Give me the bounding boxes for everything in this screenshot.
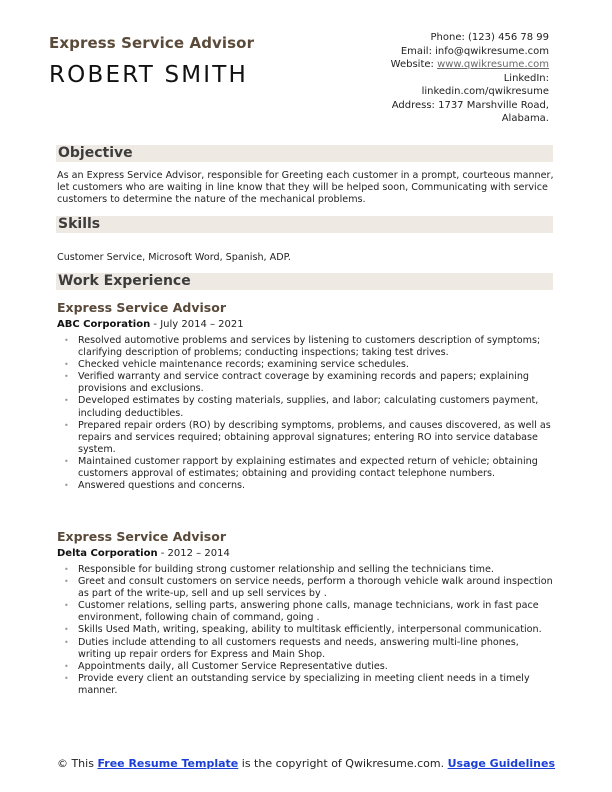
job-1-dates: - July 2014 – 2021 (150, 319, 244, 330)
objective-section-header (56, 145, 553, 162)
contact-phone: Phone: (123) 456 78 99 (430, 32, 549, 43)
list-item: • Developed estimates by costing materials, supplies, and labor; calculating customers payment, including deductibles. (64, 395, 554, 419)
list-item: • Maintained customer rapport by explaining estimates and expected return of vehicle; obtaining customers approval of estimates; obtaining and providing contact telephone numbers. (64, 456, 554, 480)
website-label: Website: (390, 59, 438, 70)
footer-middle: is the copyright of Qwikresume.com. (238, 757, 448, 770)
list-item: • Answered questions and concerns. (64, 480, 554, 492)
list-item: • Verified warranty and service contract coverage by examining records and papers; explaining provisions and exclusions. (64, 371, 554, 395)
website-link[interactable]: www.qwikresume.com (437, 59, 549, 70)
job-1-company-line (57, 319, 244, 330)
list-item: • Skills Used Math, writing, speaking, ability to multitask efficiently, interpersonal communication. (64, 624, 554, 636)
contact-linkedin-label: LinkedIn: (503, 72, 549, 84)
list-item: • Prepared repair orders (RO) by describing symptoms, problems, and causes discovered, as well as repairs and services required; obtaining approval signatures; entering RO into service database system. (64, 420, 554, 456)
list-item: • Responsible for building strong customer relationship and selling the technicians time. (64, 564, 554, 576)
list-item: • Duties include attending to all customers requests and needs, answering multi-line phones, writing up repair orders for Express and Main Shop. (64, 637, 554, 661)
contact-website (329, 58, 549, 72)
skills-text: Customer Service, Microsoft Word, Spanish, ADP. (57, 252, 291, 263)
work-experience-title: Work Experience (58, 273, 191, 289)
objective-text: As an Express Service Advisor, responsible for Greeting each customer in a prompt, courteous manner, let customers who are waiting in line know that they will be helped soon, Communicating with service customers to determine the nature of the mechanical problems. (57, 170, 554, 206)
header-job-title: Express Service Advisor (49, 34, 255, 52)
list-item: • Customer relations, selling parts, answering phone calls, manage technicians, work in fast pace environment, following chain of command, going . (64, 600, 554, 624)
contact-block (329, 31, 549, 126)
contact-address-line2: Alabama. (501, 113, 549, 124)
list-item: • Provide every client an outstanding service by specializing in meeting client needs in a timely manner. (64, 673, 554, 697)
skills-section-header (56, 216, 553, 233)
job-2-company-line (57, 548, 230, 559)
job-1-company: ABC Corporation (57, 319, 151, 330)
list-item: • Checked vehicle maintenance records; examining service schedules. (64, 359, 554, 371)
candidate-name: ROBERT SMITH (49, 62, 249, 88)
job-2-company: Delta Corporation (57, 548, 158, 559)
usage-guidelines-link[interactable]: Usage Guidelines (447, 757, 556, 770)
objective-title: Objective (58, 145, 133, 161)
footer-prefix: © This (56, 757, 98, 770)
free-resume-template-link[interactable]: Free Resume Template (97, 757, 239, 770)
contact-address-line1: Address: 1737 Marshville Road, (391, 99, 549, 111)
skills-title: Skills (58, 216, 101, 232)
job-1-bullets (64, 335, 554, 492)
contact-linkedin-value: linkedin.com/qwikresume (421, 86, 549, 97)
contact-email: Email: info@qwikresume.com (400, 45, 549, 57)
list-item: • Resolved automotive problems and services by listening to customers description of symptoms; clarifying description of problems; conducting inspections; taking test drives. (64, 335, 554, 359)
job-2-bullets (64, 564, 554, 697)
job-1-title: Express Service Advisor (57, 300, 226, 315)
list-item: • Greet and consult customers on service needs, perform a thorough vehicle walk around inspection as part of the write-up, sell and up sell services by . (64, 576, 554, 600)
footer (0, 757, 612, 771)
work-experience-section-header (56, 273, 553, 290)
job-2-dates: - 2012 – 2014 (157, 548, 230, 559)
job-2-title: Express Service Advisor (57, 529, 226, 544)
list-item: • Appointments daily, all Customer Service Representative duties. (64, 661, 554, 673)
